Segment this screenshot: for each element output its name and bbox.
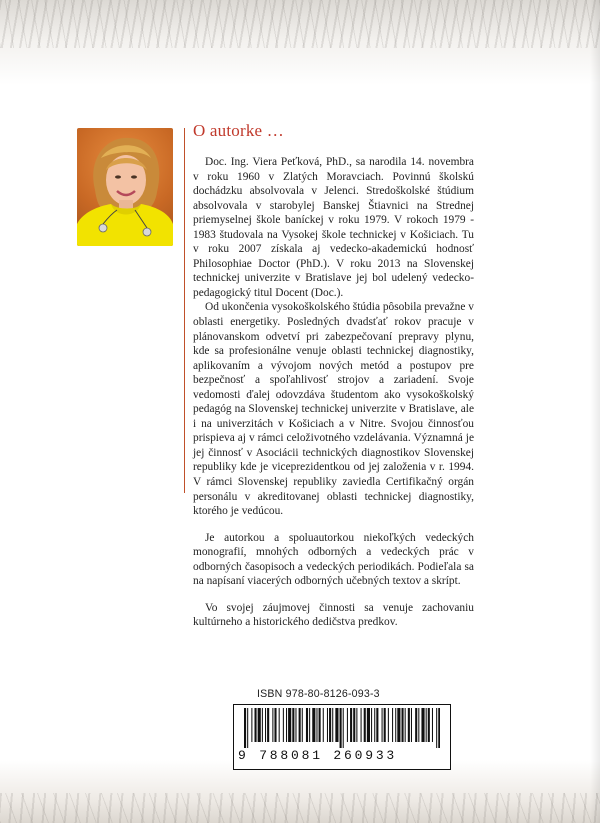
- barcode-bar: [302, 708, 303, 742]
- barcode-bar: [402, 708, 404, 742]
- barcode-bar: [371, 708, 372, 742]
- barcode-bar: [299, 708, 301, 742]
- barcode-bar: [258, 708, 261, 742]
- barcode-bar: [292, 708, 294, 742]
- barcode-bar: [286, 708, 287, 742]
- barcode-bar: [272, 708, 273, 742]
- barcode-bar: [436, 708, 437, 748]
- barcode-bar: [335, 708, 338, 742]
- barcode-bar: [438, 708, 440, 748]
- barcode-bars: [244, 708, 440, 748]
- barcode-bar: [288, 708, 291, 742]
- barcode-bar: [343, 708, 344, 748]
- barcode-bar: [312, 708, 315, 742]
- bio-paragraph-4: Vo svojej záujmovej činnosti sa venuje zachovaniu kultúrneho a historického dedičstva predkov.: [193, 601, 474, 629]
- barcode-bar: [283, 708, 284, 742]
- barcode-bar: [418, 708, 419, 742]
- barcode-bar: [411, 708, 412, 742]
- barcode-bar: [367, 708, 370, 742]
- barcode-bar: [382, 708, 383, 742]
- barcode-bar: [262, 708, 263, 742]
- barcode-bar: [376, 708, 378, 742]
- bio-paragraph-3: Je autorkou a spoluautorkou niekoľkých vedeckých monografií, mnohých odborných a vedeckých prác v odborných časopisoch a vedeckých periodikách. Podieľala sa na napísaní viacerých odborných učebných textov a skrípt.: [193, 531, 474, 588]
- barcode-bar: [244, 708, 246, 748]
- barcode-bar: [405, 708, 406, 742]
- barcode-bar: [428, 708, 430, 742]
- barcode: [233, 704, 451, 770]
- barcode-bar: [432, 708, 433, 742]
- bio-paragraph-1: Doc. Ing. Viera Peťková, PhD., sa narodila 14. novembra v roku 1960 v Zlatých Moravciach. Povinnú školskú dochádzku absolvovala v Jelenci. Stredoškolské štúdium absolvovala v starobylej Banskej Štiavnici na Strednej priemyselnej škole baníckej v roku 1979. V rokoch 1979 - 1983 študovala na Vysokej škole technickej v Košiciach. Tu v roku 2007 získala aj vedecko-akademickú hodnosť Philosophiae Doctor (PhD.). V roku 2013 na Slovenskej technickej univerzite v Bratislave jej bol udelený vedecko-pedagogický titul Docent (Doc.).: [193, 156, 474, 299]
- barcode-bar: [309, 708, 310, 742]
- barcode-bar: [347, 708, 348, 742]
- barcode-bar: [267, 708, 269, 742]
- barcode-bar: [332, 708, 333, 742]
- bio-paragraph-2: Od ukončenia vysokoškolského štúdia pôsobila prevažne v oblasti energetiky. Posledných dvadsťať rokov pracuje v plánovanskom odvetví pri zabezpečovaní prepravy plynu, kde sa profesionálne venuje oblasti technickej diagnostiky, aplikovaním a vývojom nových metód a postupov pre bezpečnosť a spoľahlivosť strojov a zariadení. Svoje vedomosti ďalej odovzdáva študentom ako vysokoškolský pedagóg na Slovenskej technickej univerzite v Bratislave, ale i na univerzitách v Košiciach a v Nitre. Svojou činnosťou prispieva aj v rámci celoživotného vzdelávania. Významná je jej činnosť v Asociácii technických diagnostikov Slovenskej republiky kde je viceprezidentkou od jej založenia v r. 1994. V rámci Slovenskej republiky zaviedla Certifikačný orgán personálu v akreditovanej oblasti technickej diagnostiky, ktorého je vedúcou.: [193, 301, 474, 518]
- barcode-bar: [364, 708, 366, 742]
- barcode-bar: [353, 708, 355, 742]
- barcode-bar: [392, 708, 393, 742]
- barcode-bar: [340, 708, 342, 748]
- isbn-text: ISBN 978-80-8126-093-3: [257, 688, 380, 700]
- barcode-digits: 9 788081 260933: [238, 748, 398, 763]
- barcode-bar: [251, 708, 252, 742]
- author-bio: [193, 155, 474, 630]
- barcode-bar: [350, 708, 352, 742]
- cover-edge-bottom: [0, 793, 600, 823]
- barcode-bar: [265, 708, 266, 742]
- spine-shadow: [590, 0, 600, 823]
- barcode-bar: [274, 708, 276, 742]
- cover-edge-top: [0, 0, 600, 48]
- barcode-bar: [255, 708, 257, 742]
- barcode-bar: [415, 708, 417, 742]
- barcode-bar: [397, 708, 400, 742]
- barcode-bar: [247, 708, 248, 748]
- barcode-bar: [327, 708, 328, 742]
- barcode-bar: [408, 708, 410, 742]
- barcode-bar: [374, 708, 375, 742]
- barcode-bar: [279, 708, 280, 742]
- barcode-bar: [323, 708, 324, 742]
- barcode-bar: [329, 708, 331, 742]
- barcode-bar: [295, 708, 296, 742]
- barcode-bar: [384, 708, 386, 742]
- section-vertical-rule: [184, 128, 185, 493]
- barcode-bar: [361, 708, 362, 742]
- barcode-bar: [421, 708, 424, 742]
- barcode-bar: [395, 708, 396, 742]
- barcode-bar: [426, 708, 427, 742]
- author-photo: [77, 128, 173, 246]
- author-portrait-image: [77, 128, 173, 246]
- barcode-bar: [388, 708, 389, 742]
- barcode-bar: [356, 708, 357, 742]
- section-title: O autorke …: [193, 121, 284, 140]
- barcode-bar: [306, 708, 308, 742]
- barcode-bar: [319, 708, 321, 742]
- barcode-bar: [316, 708, 317, 742]
